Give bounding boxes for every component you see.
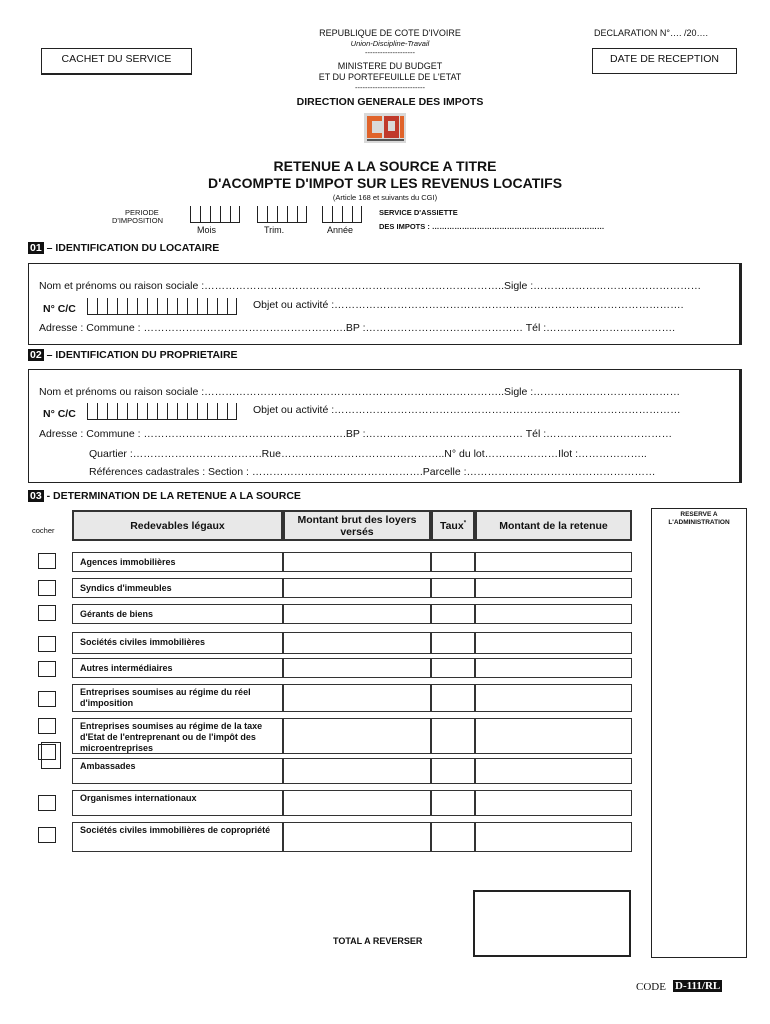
- mois-label: Mois: [197, 225, 217, 235]
- row-sci-copropriete-taux-cell[interactable]: [431, 822, 475, 852]
- col-redevables-label: Redevables légaux: [130, 520, 225, 532]
- reserve-label: RESERVE A L'ADMINISTRATION: [668, 511, 730, 526]
- row-label-organismes: [72, 790, 283, 816]
- row-gerants-retenue-cell[interactable]: [475, 604, 632, 624]
- service-assiette-label: SERVICE D'ASSIETTE: [379, 208, 458, 217]
- title-line1: RETENUE A LA SOURCE A TITRE: [273, 158, 497, 174]
- code-label: CODE: [636, 981, 666, 993]
- date-reception-label: DATE DE RECEPTION: [610, 53, 719, 65]
- trim-boxes[interactable]: [257, 206, 307, 223]
- row-reel-retenue-cell[interactable]: [475, 684, 632, 712]
- col-taux-label: [433, 520, 473, 532]
- section3-title: - DETERMINATION DE LA RETENUE A LA SOURCE: [43, 490, 301, 502]
- locataire-objet-field[interactable]: Objet ou activité :……………………………………………………………………………………….: [253, 299, 684, 311]
- date-reception-box: [592, 48, 737, 74]
- checkbox-gerants[interactable]: [38, 605, 56, 621]
- checkbox-agences[interactable]: [38, 553, 56, 569]
- proprietaire-quartier-field[interactable]: Quartier :……………………………….Rue………………………………………..N° du lot…………………Ilot :………………..: [89, 448, 647, 460]
- republique-text: REPUBLIQUE DE COTE D'IVOIRE: [319, 28, 461, 38]
- col-montant-label: Montant brut des loyers versés: [297, 514, 417, 538]
- section1-title: – IDENTIFICATION DU LOCATAIRE: [43, 242, 220, 254]
- row-autres-taux-cell[interactable]: [431, 658, 475, 678]
- col-header-retenue: [475, 510, 632, 541]
- annee-label: Année: [327, 225, 354, 235]
- direction-text: DIRECTION GENERALE DES IMPOTS: [296, 96, 484, 108]
- header-separator-2: ----------------------------: [355, 83, 425, 92]
- col-header-montant: [283, 510, 431, 541]
- reserve-administration-box: [651, 508, 747, 958]
- article-text: (Article 168 et suivants du CGI): [332, 193, 438, 202]
- mois-boxes[interactable]: [190, 206, 240, 223]
- section2-number: 02: [30, 349, 42, 361]
- row-ambassades-retenue-cell[interactable]: [475, 758, 632, 784]
- row-microentreprises-taux-cell[interactable]: [431, 718, 475, 754]
- checkbox-sci[interactable]: [38, 636, 56, 652]
- declaration-number: DECLARATION N°…. /20….: [594, 28, 708, 38]
- row-text-agences: Agences immobilières: [80, 557, 176, 567]
- total-value-box[interactable]: [473, 890, 631, 957]
- row-label-reel: [72, 684, 283, 712]
- row-agences-montant-cell[interactable]: [283, 552, 431, 572]
- trim-label: Trim.: [264, 225, 285, 235]
- row-label-sci-copropriete: [72, 822, 283, 852]
- row-text-reel: Entreprises soumises au régime du réel d'imposition: [80, 687, 251, 708]
- row-microentreprises-retenue-cell[interactable]: [475, 718, 632, 754]
- code-value: D-111/RL: [675, 980, 721, 992]
- proprietaire-ncc-boxes[interactable]: [87, 403, 237, 420]
- service-impots-field[interactable]: DES IMPOTS : ……………………………………………………………: [379, 222, 605, 231]
- checkbox-organismes[interactable]: [38, 795, 56, 811]
- row-syndics-montant-cell[interactable]: [283, 578, 431, 598]
- cocher-label: cocher: [32, 526, 55, 535]
- row-label-autres: [72, 658, 283, 678]
- row-text-ambassades: Ambassades: [80, 761, 136, 771]
- checkbox-syndics[interactable]: [38, 580, 56, 596]
- ministere-text: MINISTERE DU BUDGET: [337, 61, 443, 71]
- checkbox-reel[interactable]: [38, 691, 56, 707]
- cachet-service-box: [41, 48, 192, 74]
- row-text-microentreprises: Entreprises soumises au régime de la taxe d'Etat de l'entreprenant ou de l'impôt des microentreprises: [80, 721, 263, 753]
- cachet-divider: [41, 74, 192, 75]
- devise-text: Union-Discipline-Travail: [350, 39, 430, 48]
- row-agences-taux-cell[interactable]: [431, 552, 475, 572]
- row-sci-retenue-cell[interactable]: [475, 632, 632, 654]
- row-text-syndics: Syndics d'immeubles: [80, 583, 172, 593]
- total-label: TOTAL A REVERSER: [333, 936, 423, 946]
- col-taux-asterisk: *: [463, 520, 467, 527]
- row-agences-retenue-cell[interactable]: [475, 552, 632, 572]
- portefeuille-text: ET DU PORTEFEUILLE DE L'ETAT: [318, 72, 462, 82]
- col-header-taux: [431, 510, 475, 541]
- checkbox-sci-copropriete[interactable]: [38, 827, 56, 843]
- proprietaire-ncc-label: N° C/C: [43, 408, 76, 420]
- section3-number: 03: [30, 490, 42, 502]
- checkbox-microentreprises[interactable]: [38, 718, 56, 734]
- row-autres-montant-cell[interactable]: [283, 658, 431, 678]
- section2-title: – IDENTIFICATION DU PROPRIETAIRE: [43, 349, 238, 361]
- proprietaire-adresse-field[interactable]: Adresse : Commune : ………………………………………………….BP :……………………………………… Tél :………………………………: [39, 428, 673, 440]
- row-text-sci: Sociétés civiles immobilières: [80, 637, 206, 647]
- row-sci-montant-cell[interactable]: [283, 632, 431, 654]
- section2-heading: [28, 349, 238, 361]
- row-ambassades-taux-cell[interactable]: [431, 758, 475, 784]
- proprietaire-nom-field[interactable]: Nom et prénoms ou raison sociale :…………………………………………………………………………..Sigle :……………………………………: [39, 386, 681, 398]
- row-reel-montant-cell[interactable]: [283, 684, 431, 712]
- row-text-organismes: Organismes internationaux: [80, 793, 197, 803]
- row-label-syndics: [72, 578, 283, 598]
- row-label-sci: [72, 632, 283, 654]
- cgi-logo: [364, 113, 406, 143]
- row-syndics-retenue-cell[interactable]: [475, 578, 632, 598]
- col-header-redevables: [72, 510, 283, 541]
- periode-label: PERIODE: [125, 208, 159, 217]
- checkbox-extra[interactable]: [41, 742, 61, 769]
- row-text-sci-copropriete: Sociétés civiles immobilières de copropriété: [80, 825, 271, 835]
- row-label-microentreprises: [72, 718, 283, 754]
- row-syndics-taux-cell[interactable]: [431, 578, 475, 598]
- row-gerants-montant-cell[interactable]: [283, 604, 431, 624]
- row-text-gerants: Gérants de biens: [80, 609, 154, 619]
- title-line2: D'ACOMPTE D'IMPOT SUR LES REVENUS LOCATIFS: [207, 175, 563, 191]
- periode-label-2: D'IMPOSITION: [112, 216, 164, 225]
- locataire-nom-field[interactable]: Nom et prénoms ou raison sociale :…………………………………………………………………………..Sigle :…………………………………………: [39, 280, 702, 292]
- section1-number: 01: [30, 242, 42, 254]
- row-sci-copropriete-retenue-cell[interactable]: [475, 822, 632, 852]
- row-gerants-taux-cell[interactable]: [431, 604, 475, 624]
- row-sci-taux-cell[interactable]: [431, 632, 475, 654]
- row-autres-retenue-cell[interactable]: [475, 658, 632, 678]
- row-organismes-taux-cell[interactable]: [431, 790, 475, 816]
- cachet-label: CACHET DU SERVICE: [61, 53, 172, 65]
- row-label-agences: [72, 552, 283, 572]
- row-label-gerants: [72, 604, 283, 624]
- row-organismes-retenue-cell[interactable]: [475, 790, 632, 816]
- proprietaire-references-field[interactable]: Références cadastrales : Section : ………………………………………….Parcelle :………………………………………………: [89, 466, 656, 478]
- section1-heading: [28, 242, 219, 254]
- section3-heading: [28, 490, 301, 502]
- col-taux-text: Taux: [439, 520, 464, 532]
- checkbox-autres[interactable]: [38, 661, 56, 677]
- row-microentreprises-montant-cell[interactable]: [283, 718, 431, 754]
- col-retenue-label: Montant de la retenue: [499, 520, 608, 532]
- header-separator: --------------------: [365, 48, 415, 57]
- row-reel-taux-cell[interactable]: [431, 684, 475, 712]
- locataire-ncc-label: N° C/C: [43, 303, 76, 315]
- row-ambassades-montant-cell[interactable]: [283, 758, 431, 784]
- proprietaire-objet-field[interactable]: Objet ou activité :………………………………………………………………………………………: [253, 404, 681, 416]
- row-text-autres: Autres intermédiaires: [80, 663, 173, 673]
- locataire-adresse-field[interactable]: Adresse : Commune : ………………………………………………….BP :……………………………………… Tél :……………………………….: [39, 322, 676, 334]
- row-organismes-montant-cell[interactable]: [283, 790, 431, 816]
- row-label-ambassades: [72, 758, 283, 784]
- annee-boxes[interactable]: [322, 206, 362, 223]
- row-sci-copropriete-montant-cell[interactable]: [283, 822, 431, 852]
- locataire-ncc-boxes[interactable]: [87, 298, 237, 315]
